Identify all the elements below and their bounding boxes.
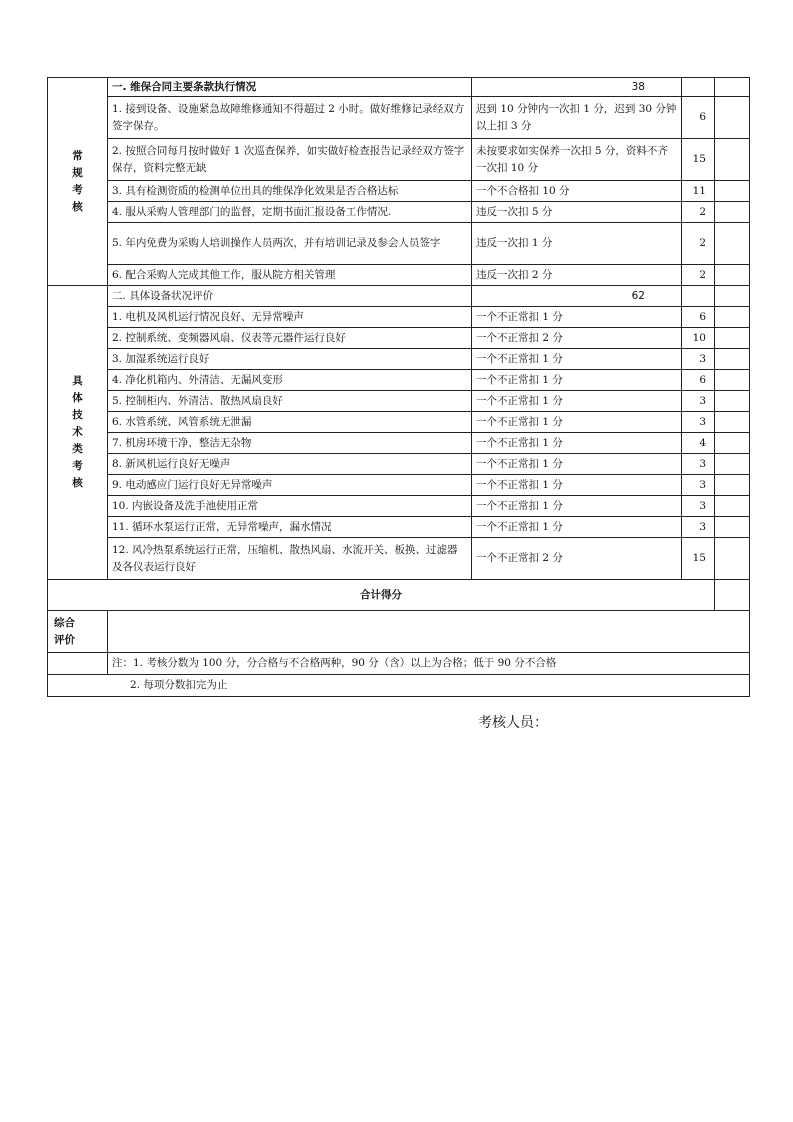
table-row (48, 433, 750, 454)
remark-cell (715, 391, 750, 412)
score-cell-empty (682, 78, 715, 97)
remark-cell (715, 475, 750, 496)
item-score: 6 (682, 307, 715, 328)
evaluation-content (108, 611, 750, 653)
evaluation-row (48, 611, 750, 653)
assessment-table (47, 77, 750, 697)
table-row (48, 265, 750, 286)
notes-blank-cell (48, 653, 108, 675)
note-1: 注：1. 考核分数为 100 分，分合格与不合格两种，90 分（含）以上为合格；低于 90 分不合格 (108, 653, 750, 675)
remark-cell (715, 370, 750, 391)
total-value-cell (715, 580, 750, 611)
total-label: 合计得分 (48, 580, 715, 611)
item-description: 11. 循环水泵运行正常，无异常噪声，漏水情况 (108, 517, 472, 538)
item-score: 2 (682, 202, 715, 223)
item-rule: 迟到 10 分钟内一次扣 1 分，迟到 30 分钟以上扣 3 分 (472, 97, 682, 139)
item-score: 15 (682, 538, 715, 580)
table-row (48, 181, 750, 202)
table-row (48, 496, 750, 517)
item-rule: 未按要求如实保养一次扣 5 分，资料不齐一次扣 10 分 (472, 139, 682, 181)
table-row (48, 538, 750, 580)
signer-label: 考核人员： (478, 715, 548, 731)
item-description: 2. 按照合同每月按时做好 1 次巡查保养，如实做好检查报告记录经双方签字保存，资料完整无缺 (108, 139, 472, 181)
table-row (48, 412, 750, 433)
remark-cell (715, 265, 750, 286)
item-description: 1. 电机及风机运行情况良好、无异常噪声 (108, 307, 472, 328)
item-description: 1. 接到设备、设施紧急故障维修通知不得超过 2 小时。做好维修记录经双方签字保存。 (108, 97, 472, 139)
item-score: 6 (682, 370, 715, 391)
item-score: 3 (682, 412, 715, 433)
item-score: 2 (682, 265, 715, 286)
item-score: 3 (682, 517, 715, 538)
item-score: 3 (682, 454, 715, 475)
section-routine-title: 一. 维保合同主要条款执行情况 (108, 78, 472, 97)
item-score: 10 (682, 328, 715, 349)
remark-cell (715, 349, 750, 370)
section-technical-title: 二. 具体设备状况评价 (108, 286, 472, 307)
table-row (48, 454, 750, 475)
section-routine-subtotal: 38 (472, 78, 682, 97)
item-rule: 一个不正常扣 1 分 (472, 391, 682, 412)
table-row (48, 370, 750, 391)
notes-row (48, 653, 750, 675)
table-row (48, 202, 750, 223)
item-rule: 一个不正常扣 1 分 (472, 496, 682, 517)
remark-cell (715, 139, 750, 181)
section-routine-header (48, 78, 750, 97)
item-description: 8. 新风机运行良好无噪声 (108, 454, 472, 475)
item-rule: 违反一次扣 2 分 (472, 265, 682, 286)
section-technical-header (48, 286, 750, 307)
item-description: 4. 服从采购人管理部门的监督，定期书面汇报设备工作情况. (108, 202, 472, 223)
remark-cell (715, 433, 750, 454)
remark-cell (715, 538, 750, 580)
remark-cell (715, 454, 750, 475)
remark-cell (715, 223, 750, 265)
item-rule: 一个不正常扣 1 分 (472, 475, 682, 496)
item-rule: 一个不正常扣 1 分 (472, 307, 682, 328)
item-rule: 违反一次扣 5 分 (472, 202, 682, 223)
table-row (48, 475, 750, 496)
note-2: 2. 每项分数扣完为止 (48, 675, 750, 697)
item-description: 9. 电动感应门运行良好无异常噪声 (108, 475, 472, 496)
item-rule: 一个不正常扣 1 分 (472, 370, 682, 391)
item-rule: 一个不正常扣 1 分 (472, 412, 682, 433)
item-rule: 一个不正常扣 1 分 (472, 349, 682, 370)
remark-cell (715, 202, 750, 223)
remark-cell (715, 307, 750, 328)
remark-cell (715, 286, 750, 307)
item-score: 2 (682, 223, 715, 265)
remark-cell (715, 97, 750, 139)
item-description: 12. 风冷热泵系统运行正常，压缩机、散热风扇、水流开关、板换、过滤器及各仪表运行良好 (108, 538, 472, 580)
item-rule: 违反一次扣 1 分 (472, 223, 682, 265)
item-score: 3 (682, 391, 715, 412)
table-row (48, 349, 750, 370)
item-score: 3 (682, 496, 715, 517)
remark-cell (715, 181, 750, 202)
item-rule: 一个不正常扣 1 分 (472, 433, 682, 454)
remark-cell (715, 496, 750, 517)
remark-cell (715, 328, 750, 349)
table-row (48, 97, 750, 139)
item-rule: 一个不正常扣 1 分 (472, 454, 682, 475)
notes-row (48, 675, 750, 697)
item-description: 3. 加湿系统运行良好 (108, 349, 472, 370)
item-rule: 一个不正常扣 1 分 (472, 517, 682, 538)
category-routine: 常 规 考 核 (48, 78, 108, 286)
item-description: 3. 具有检测资质的检测单位出具的维保净化效果是否合格达标 (108, 181, 472, 202)
item-description: 2. 控制系统、变频器风扇、仪表等元器件运行良好 (108, 328, 472, 349)
item-description: 6. 配合采购人完成其他工作，服从院方相关管理 (108, 265, 472, 286)
item-score: 11 (682, 181, 715, 202)
category-technical: 具 体 技 术 类 考 核 (48, 286, 108, 580)
item-rule: 一个不正常扣 2 分 (472, 328, 682, 349)
item-description: 7. 机房环境干净，整洁无杂物 (108, 433, 472, 454)
item-description: 10. 内嵌设备及洗手池使用正常 (108, 496, 472, 517)
item-score: 4 (682, 433, 715, 454)
table-row (48, 391, 750, 412)
evaluation-label: 综合 评价 (48, 611, 108, 653)
remark-cell (715, 412, 750, 433)
item-score: 3 (682, 349, 715, 370)
item-score: 6 (682, 97, 715, 139)
total-row (48, 580, 750, 611)
item-score: 3 (682, 475, 715, 496)
table-row (48, 328, 750, 349)
remark-cell (715, 517, 750, 538)
item-description: 6. 水管系统、风管系统无泄漏 (108, 412, 472, 433)
item-description: 5. 年内免费为采购人培训操作人员两次，并有培训记录及参会人员签字 (108, 223, 472, 265)
table-row (48, 307, 750, 328)
table-row (48, 223, 750, 265)
item-score: 15 (682, 139, 715, 181)
item-rule: 一个不正常扣 2 分 (472, 538, 682, 580)
item-description: 4. 净化机箱内、外清洁、无漏风变形 (108, 370, 472, 391)
item-description: 5. 控制柜内、外清洁、散热风扇良好 (108, 391, 472, 412)
remark-cell (715, 78, 750, 97)
score-cell-empty (682, 286, 715, 307)
section-technical-subtotal: 62 (472, 286, 682, 307)
table-row (48, 139, 750, 181)
table-row (48, 517, 750, 538)
item-rule: 一个不合格扣 10 分 (472, 181, 682, 202)
